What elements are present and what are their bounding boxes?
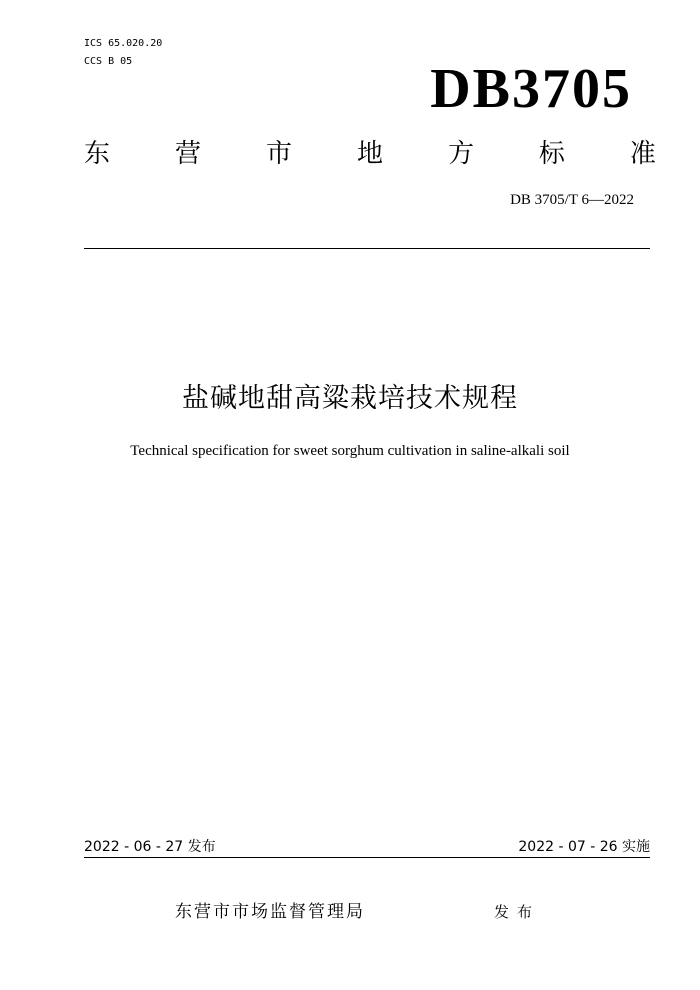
issue-date: 2022 - 06 - 27 发布 xyxy=(84,839,216,855)
ccs-code: CCS B 05 xyxy=(84,56,133,67)
implementation-date: 2022 - 07 - 26 实施 xyxy=(518,839,650,855)
category-char: 东 xyxy=(84,139,111,169)
header-divider xyxy=(84,248,650,249)
category-char: 准 xyxy=(629,139,656,169)
document-title: 盐碱地甜高粱栽培技术规程 xyxy=(182,383,518,414)
publisher-name: 东营市市场监督管理局 xyxy=(175,902,365,922)
standard-code: DB3705 xyxy=(430,58,632,120)
standard-number: DB 3705/T 6—2022 xyxy=(510,192,634,208)
ics-code: ICS 65.020.20 xyxy=(84,38,163,49)
standard-category xyxy=(84,136,656,172)
document-title-english: Technical specification for sweet sorghum cultivation in saline-alkali soil xyxy=(130,443,570,459)
category-char: 方 xyxy=(447,139,474,169)
category-char: 地 xyxy=(356,139,383,169)
footer-divider xyxy=(84,857,650,858)
category-char: 市 xyxy=(265,139,292,169)
category-char: 营 xyxy=(174,139,201,169)
category-char: 标 xyxy=(538,139,565,169)
publish-label: 发布 xyxy=(494,903,541,921)
